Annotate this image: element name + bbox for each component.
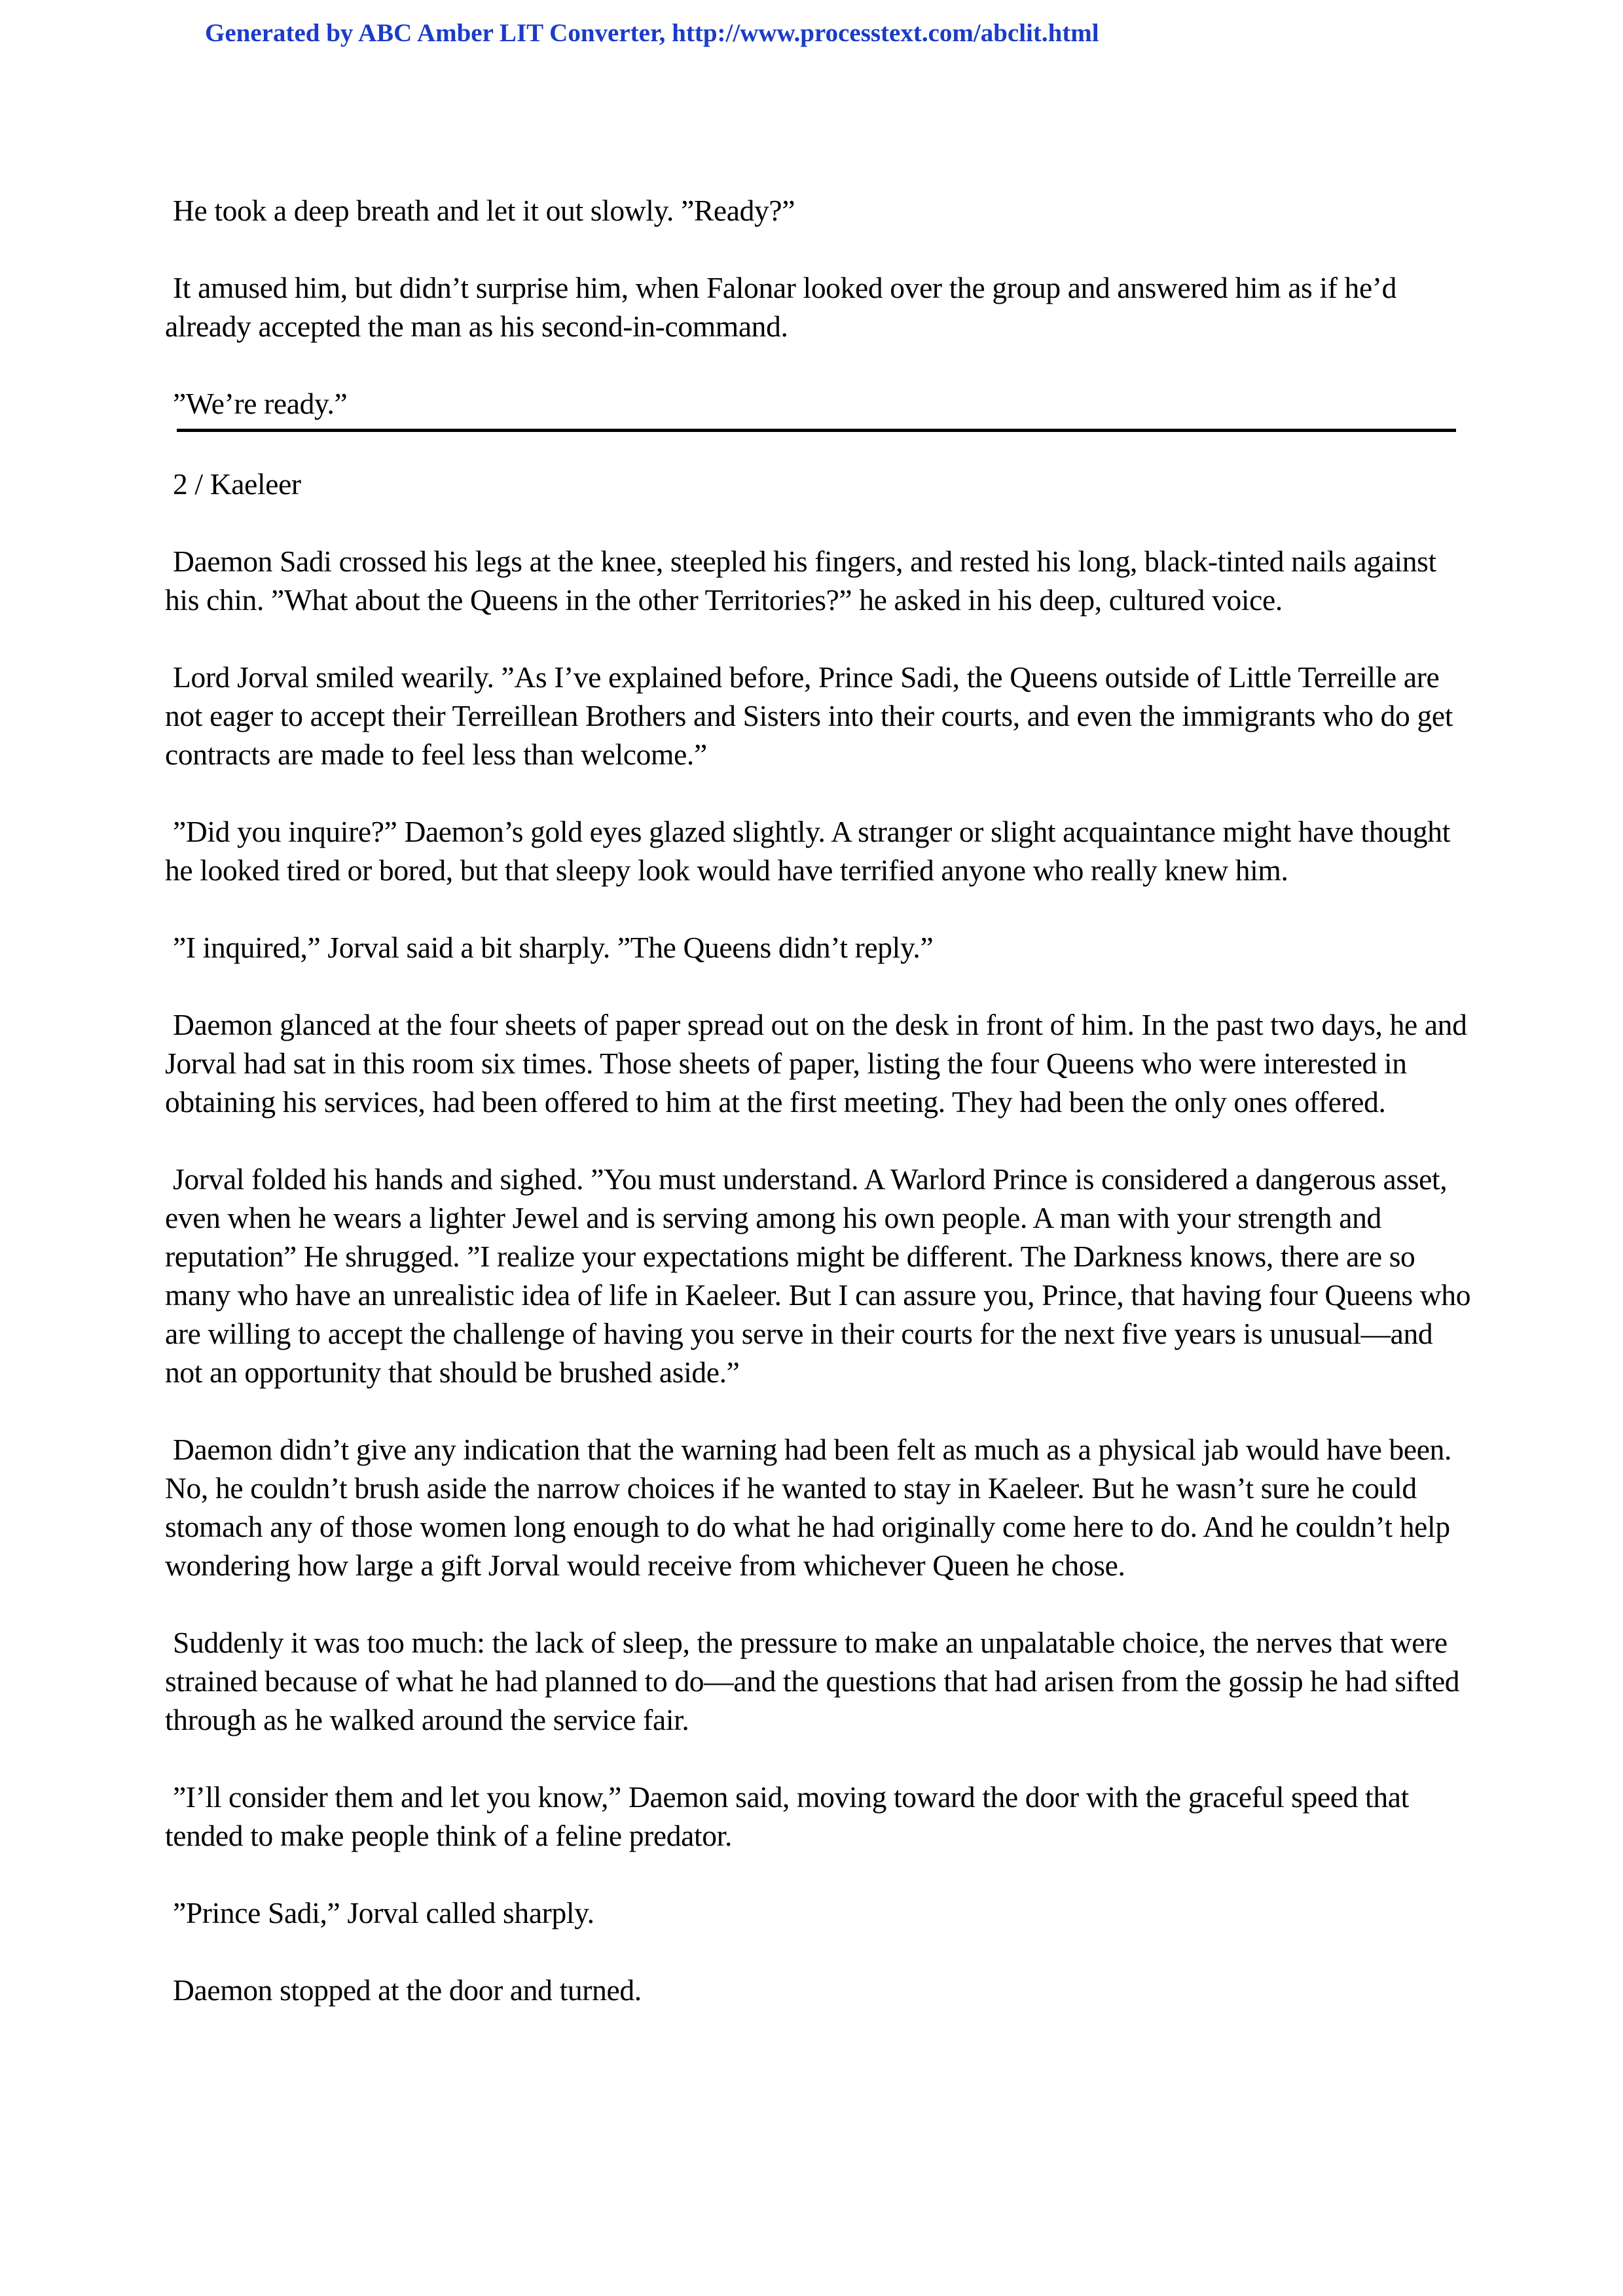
section-divider: [177, 429, 1456, 432]
chapter-heading: 2 / Kaeleer: [173, 467, 301, 501]
paragraph: ”We’re ready.”: [173, 387, 348, 420]
paragraph: ”I’ll consider them and let you know,” Daemon said, moving toward the door with the graceful speed that tended to make people think of a feline predator.: [165, 1780, 1409, 1852]
paragraph: ”Did you inquire?” Daemon’s gold eyes glazed slightly. A stranger or slight acquaintance might have thought he looked tired or bored, but that sleepy look would have terrified anyone who really knew him.: [165, 815, 1450, 887]
paragraph: Suddenly it was too much: the lack of sleep, the pressure to make an unpalatable choice, the nerves that were strained because of what he had planned to do—and the questions that had arisen from the gossip he had sifted through as he walked around the service fair.: [165, 1626, 1460, 1736]
paragraph: ”Prince Sadi,” Jorval called sharply.: [173, 1896, 594, 1929]
paragraph: He took a deep breath and let it out slowly. ”Ready?”: [173, 194, 795, 227]
paragraph: ”I inquired,” Jorval said a bit sharply. ”The Queens didn’t reply.”: [173, 931, 934, 964]
paragraph: Lord Jorval smiled wearily. ”As I’ve explained before, Prince Sadi, the Queens outside of Little Terreille are not eager to accept their Terreillean Brothers and Sisters into their courts, and even the immigrants who do get contracts are made to feel less than welcome.”: [165, 660, 1453, 771]
paragraph: Jorval folded his hands and sighed. ”You must understand. A Warlord Prince is considered a dangerous asset, even when he wears a lighter Jewel and is serving among his own people. A man with your strength and reputation” He shrugged. ”I realize your expectations might be different. The Darkness knows, there are so many who have an unrealistic idea of life in Kaeleer. But I can assure you, Prince, that having four Queens who are willing to accept the challenge of having you serve in their courts for the next five years is unusual—and not an opportunity that should be brushed aside.”: [165, 1162, 1471, 1389]
converter-header-link[interactable]: Generated by ABC Amber LIT Converter, http://www.processtext.com/abclit.html: [205, 19, 1099, 47]
paragraph: Daemon Sadi crossed his legs at the knee, steepled his fingers, and rested his long, black-tinted nails against his chin. ”What about the Queens in the other Territories?” he asked in his deep, cultured voice.: [165, 545, 1436, 617]
paragraph: Daemon stopped at the door and turned.: [173, 1973, 642, 2007]
paragraph: It amused him, but didn’t surprise him, when Falonar looked over the group and answered him as if he’d already accepted the man as his second-in-command.: [165, 271, 1396, 343]
paragraph: Daemon didn’t give any indication that the warning had been felt as much as a physical jab would have been. No, he couldn’t brush aside the narrow choices if he wanted to stay in Kaeleer. But he wasn’t sure he could stomach any of those women long enough to do what he had originally come here to do. And he couldn’t help wondering how large a gift Jorval would receive from whichever Queen he chose.: [165, 1433, 1451, 1582]
paragraph: Daemon glanced at the four sheets of paper spread out on the desk in front of him. In the past two days, he and Jorval had sat in this room six times. Those sheets of paper, listing the four Queens who were interested in obtaining his services, had been offered to him at the first meeting. They had been the only ones offered.: [165, 1008, 1467, 1119]
document-body: [165, 191, 1474, 2048]
